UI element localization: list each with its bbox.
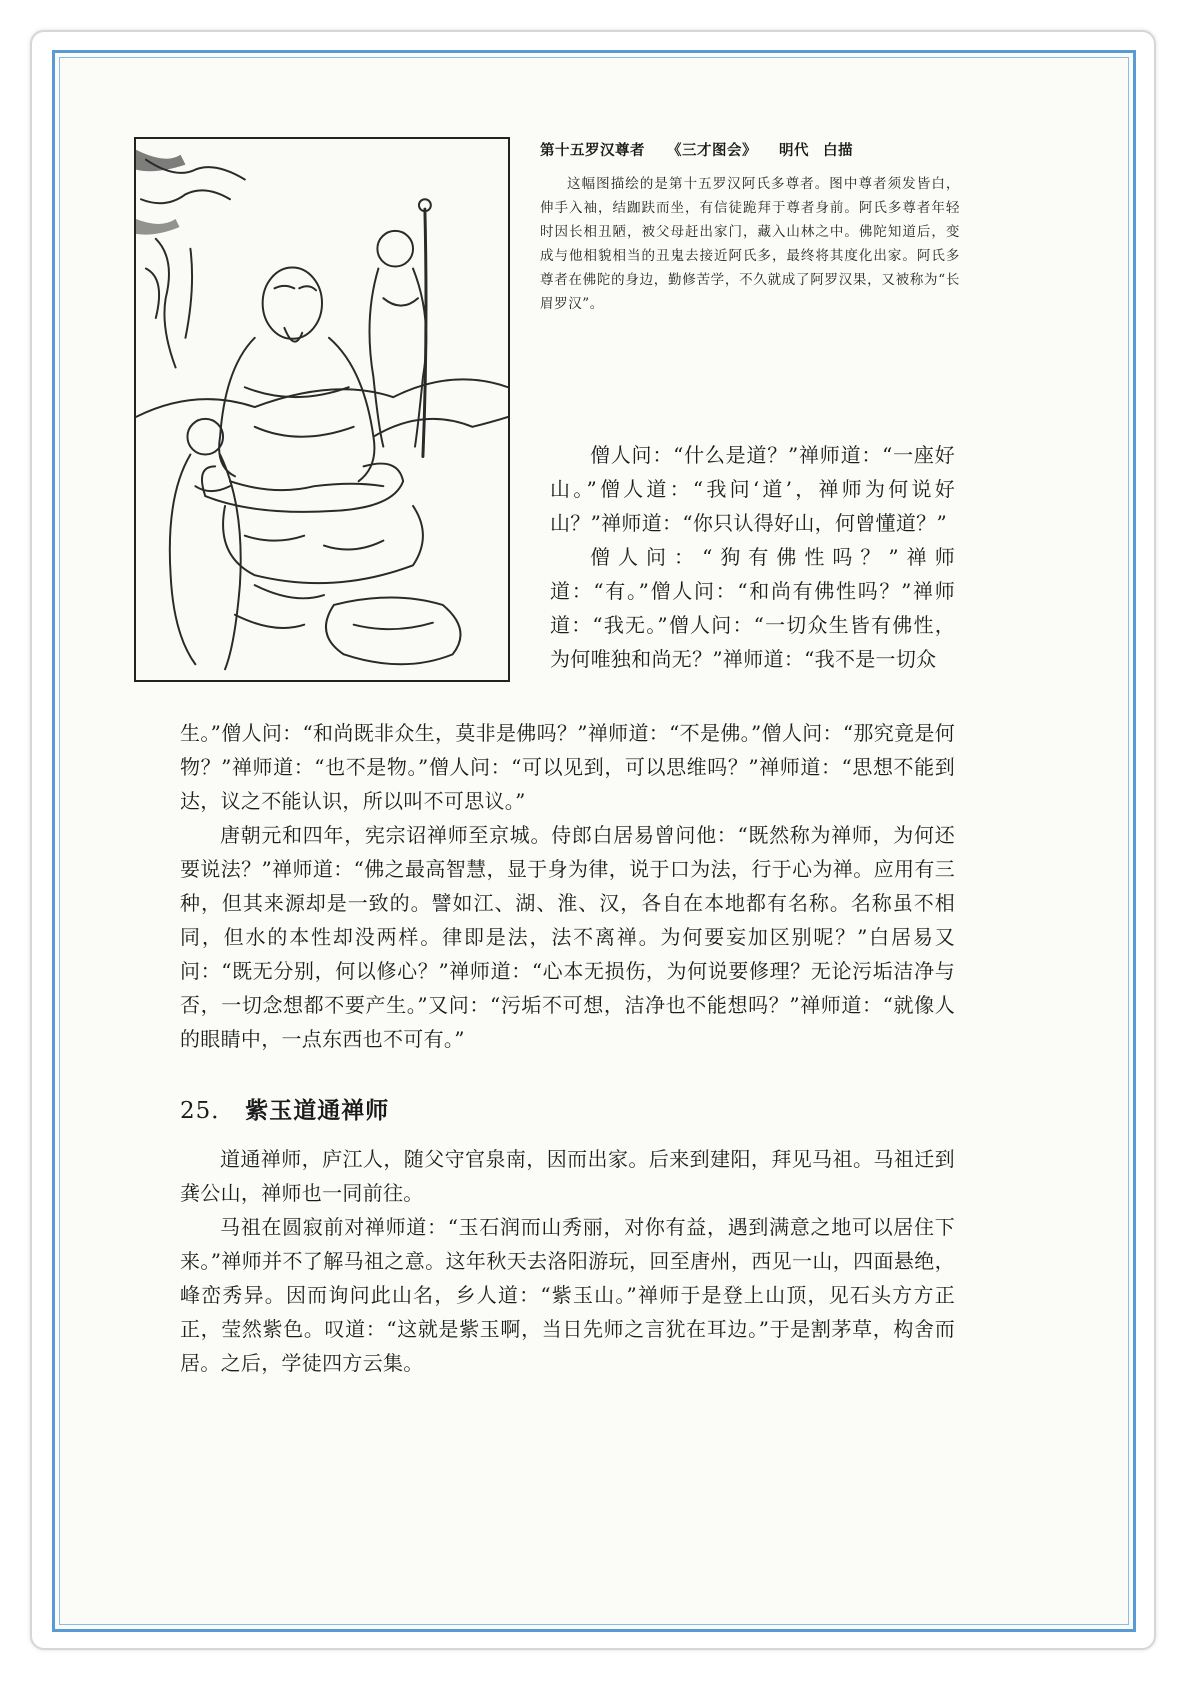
caption-title-source: 《三才图会》 — [667, 143, 757, 159]
section-heading — [180, 1092, 389, 1125]
caption-title — [540, 139, 960, 160]
ink-drawing-image — [136, 139, 508, 680]
paragraph-bai-juyi: 唐朝元和四年，宪宗诏禅师至京城。侍郎白居易曾问他：“既然称为禅师，为何还要说法？”禅师道：“佛之最高智慧，显于身为律，说于口为法，行于心为禅。应用有三种，但其来源却是一致的。譬如江、湖、淮、汉，各自在本地都有名称。名称虽不相同，但水的本性却没两样。律即是法，法不离禅。为何要妄加区别呢？”白居易又问：“既无分别，何以修心？”禅师道：“心本无损伤，为何说要修理？无论污垢洁净与否，一切念想都不要产生。”又问：“污垢不可想，洁净也不能想吗？”禅师道：“就像人的眼睛中，一点东西也不可有。” — [180, 823, 955, 1051]
caption-title-name: 第十五罗汉尊者 — [540, 143, 645, 159]
full-width-text — [180, 716, 955, 1056]
paragraph-buddha-nature: 僧人问：“狗有佛性吗？”禅师道：“有。”僧人问：“和尚有佛性吗？”禅师道：“我无。”僧人问：“一切众生皆有佛性，为何唯独和尚无？”禅师道：“我不是一切众 — [550, 545, 955, 671]
paragraph-what-is-dao: 僧人问：“什么是道？”禅师道：“一座好山。”僧人道：“我问‘道’，禅师为何说好山？”禅师道：“你只认得好山，何曾懂道？” — [550, 443, 955, 535]
caption-title-dynasty: 明代 — [779, 143, 809, 159]
arhat-illustration — [134, 137, 510, 682]
section-title: 紫玉道通禅师 — [245, 1097, 390, 1124]
section-number: 25． — [180, 1098, 236, 1124]
caption-title-style: 白描 — [823, 143, 853, 159]
paragraph-ziyu-mountain: 马祖在圆寂前对禅师道：“玉石润而山秀丽，对你有益，遇到满意之地可以居住下来。”禅师并不了解马祖之意。这年秋天去洛阳游玩，回至唐州，西见一山，四面悬绝，峰峦秀异。因而询问此山名，乡人道：“紫玉山。”禅师于是登上山顶，见石头方方正正，莹然紫色。叹道：“这就是紫玉啊，当日先师之言犹在耳边。”于是割茅草，构舍而居。之后，学徒四方云集。 — [180, 1215, 955, 1375]
section-text — [180, 1142, 955, 1380]
right-column-text — [550, 438, 955, 676]
caption-body: 这幅图描绘的是第十五罗汉阿氏多尊者。图中尊者须发皆白，伸手入袖，结跏趺而坐，有信徒跪拜于尊者身前。阿氏多尊者年轻时因长相丑陋，被父母赶出家门，藏入山林之中。佛陀知道后，变成与他相貌相当的丑鬼去接近阿氏多，最终将其度化出家。阿氏多尊者在佛陀的身边，勤修苦学，不久就成了阿罗汉果，又被称为“长眉罗汉”。 — [540, 176, 960, 312]
illustration-caption — [540, 139, 960, 316]
paragraph-daotong-intro: 道通禅师，庐江人，随父守官泉南，因而出家。后来到建阳，拜见马祖。马祖迁到龚公山，禅师也一同前往。 — [180, 1147, 955, 1205]
paragraph-continuation: 生。”僧人问：“和尚既非众生，莫非是佛吗？”禅师道：“不是佛。”僧人问：“那究竟是何物？”禅师道：“也不是物。”僧人问：“可以见到，可以思维吗？”禅师道：“思想不能到达，议之不能认识，所以叫不可思议。” — [180, 721, 955, 813]
